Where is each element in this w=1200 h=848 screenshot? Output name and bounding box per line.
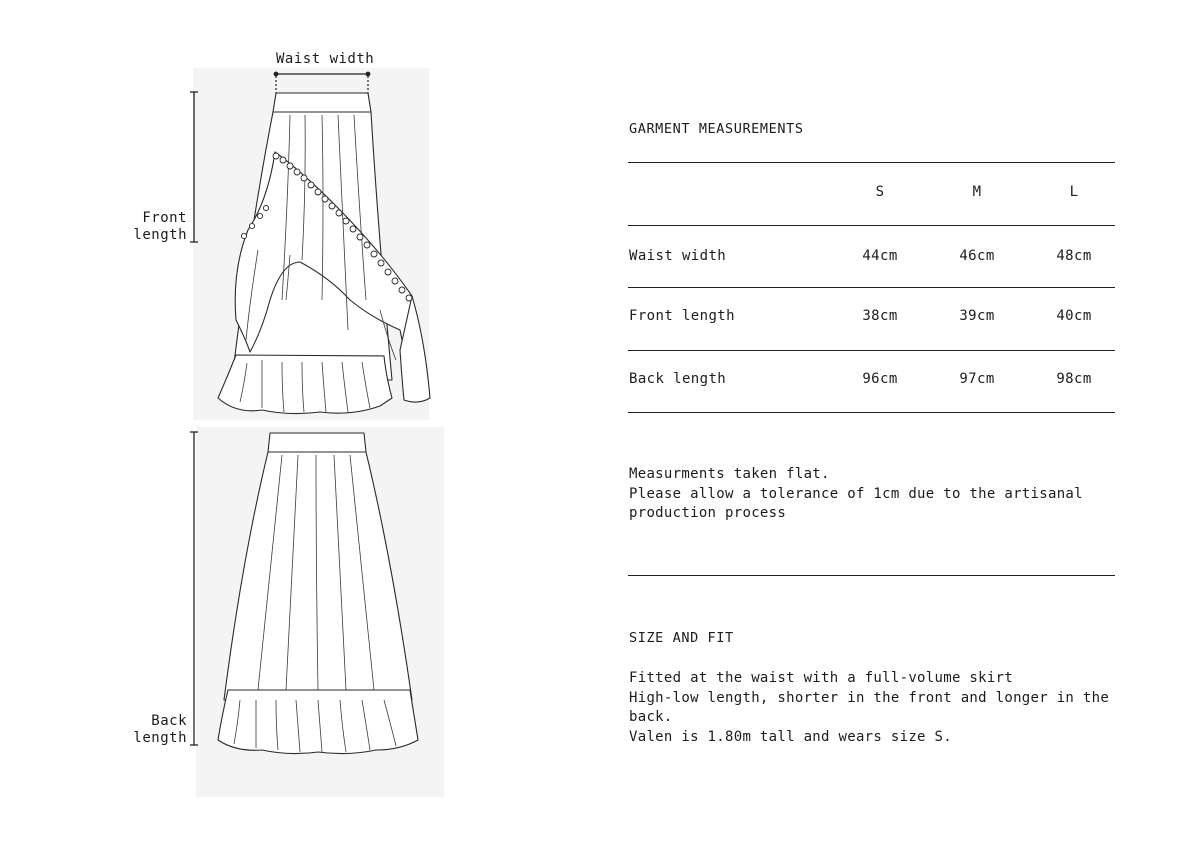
- value-front-m: 39cm: [959, 308, 995, 324]
- value-waist-l: 48cm: [1056, 248, 1092, 264]
- size-and-fit-text: Fitted at the waist with a full-volume skirt High-low length, shorter in the front and longer in the back. Valen is 1.80m tall and wears size S.: [629, 670, 1110, 745]
- size-and-fit-title: SIZE AND FIT: [629, 630, 734, 646]
- back-length-label: Back length: [133, 713, 187, 746]
- value-back-m: 97cm: [959, 371, 995, 387]
- row-label-front-length: Front length: [629, 308, 735, 324]
- table-rule: [628, 350, 1115, 351]
- value-front-s: 38cm: [862, 308, 898, 324]
- table-rule-top: [628, 162, 1115, 163]
- value-waist-s: 44cm: [862, 248, 898, 264]
- table-rule: [628, 225, 1115, 226]
- value-front-l: 40cm: [1056, 308, 1092, 324]
- measurement-notes: Measurments taken flat. Please allow a tolerance of 1cm due to the artisanal production process: [629, 466, 1083, 521]
- row-label-waist-width: Waist width: [629, 248, 727, 264]
- value-waist-m: 46cm: [959, 248, 995, 264]
- waist-width-label: Waist width: [276, 51, 375, 67]
- row-label-back-length: Back length: [629, 371, 727, 387]
- value-back-s: 96cm: [862, 371, 898, 387]
- garment-measurements-title: GARMENT MEASUREMENTS: [629, 121, 804, 137]
- value-back-l: 98cm: [1056, 371, 1092, 387]
- front-length-label: Front length: [133, 210, 187, 243]
- table-rule: [628, 287, 1115, 288]
- section-divider: [628, 575, 1115, 576]
- size-header-m: M: [972, 184, 982, 200]
- size-header-s: S: [875, 184, 885, 200]
- table-rule-bottom: [628, 412, 1115, 413]
- size-header-l: L: [1069, 184, 1079, 200]
